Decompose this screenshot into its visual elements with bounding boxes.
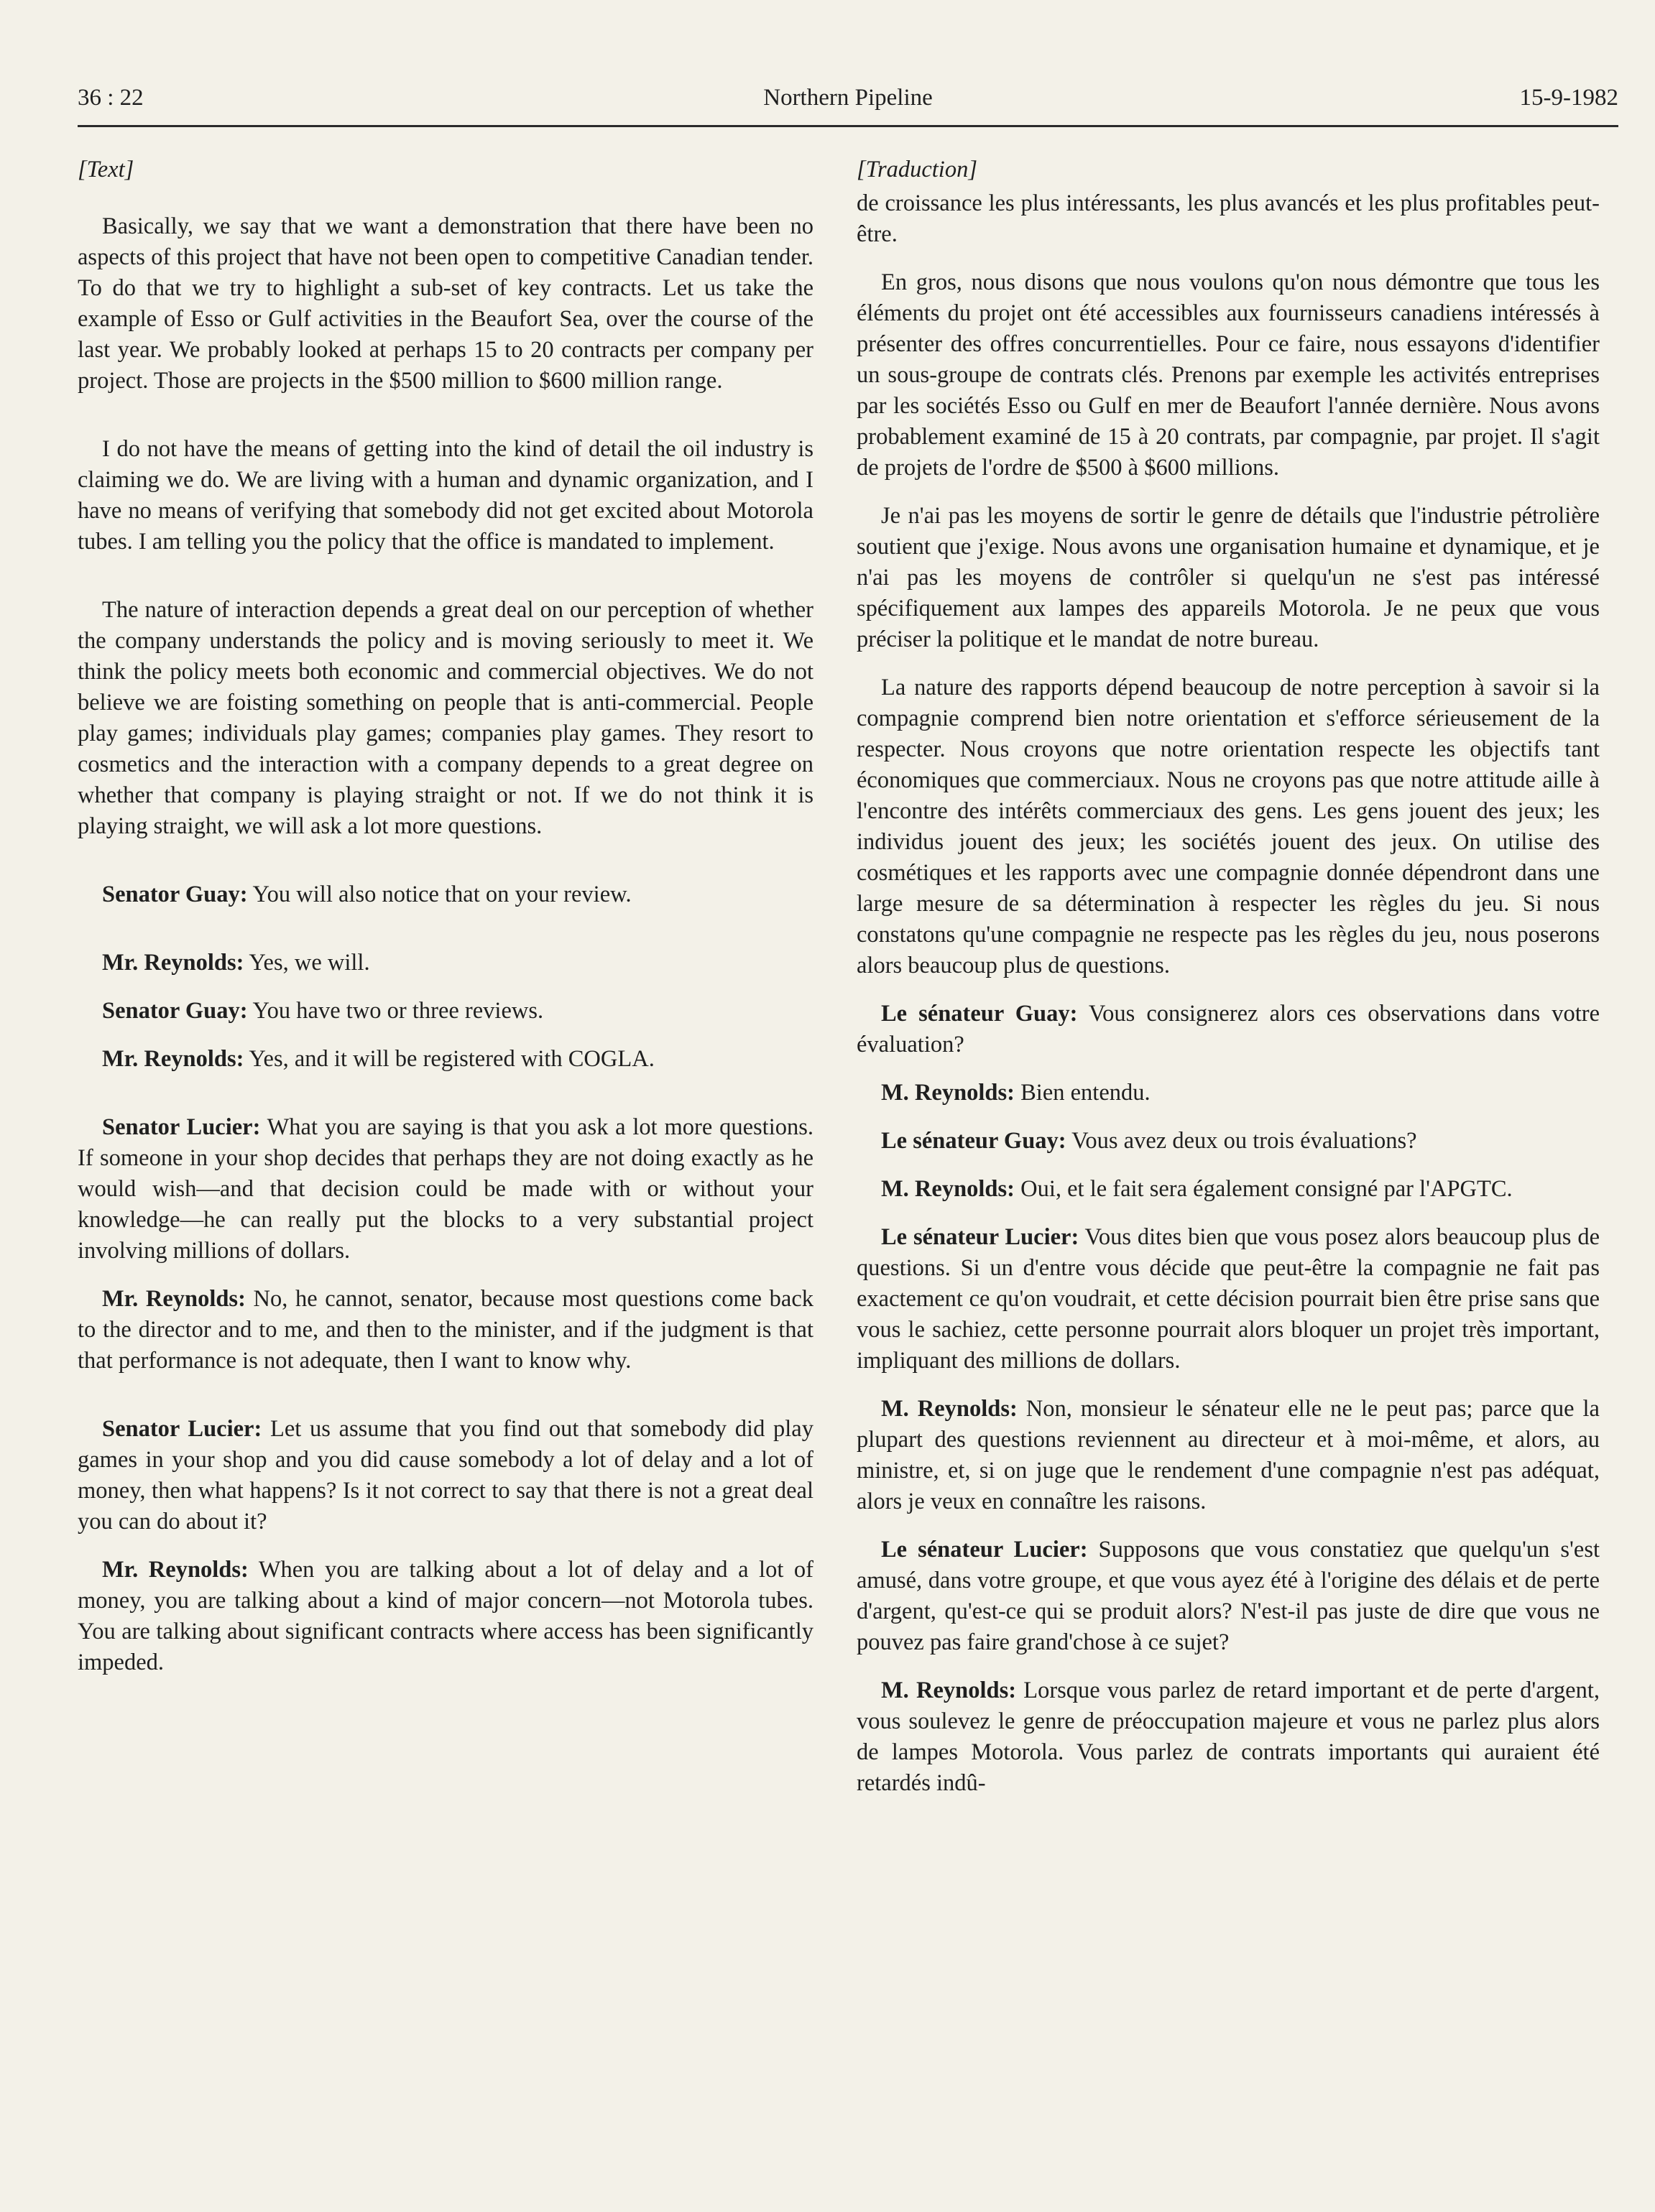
french-label-close: ] [968,157,977,182]
speaker-paragraph: Le sénateur Lucier: Vous dites bien que vous posez alors beaucoup plus de questions. Si un d'entre vous décide que peut-être la compagnie ne fait pas exactement ce qu'on voudrait, et cette décision pourrait bien être prise sans que vous le sachiez, cette personne pourrait alors bloquer un projet très important, impliquant des millions de dollars. [857,1224,1600,1374]
paragraph: La nature des rapports dépend beaucoup de notre perception à savoir si la compagnie comprend bien notre orientation et s'efforce sérieusement de la respecter. Nous croyons que notre orientation respecte les objectifs tant économiques que commerciaux. Nous ne croyons pas que notre attitude aille à l'encontre des intérêts commerciaux des gens. Les gens jouent des jeux; les individus jouent des jeux; les sociétés jouent des jeux. On utilise des cosmétiques et les rapports avec une compagnie donnée dépendront dans une large mesure de sa détermination à respecter les règles du jeu. Si nous constatons qu'une compagnie ne respecte pas les règles du jeu, nous poserons alors beaucoup plus de questions. [857,675,1600,978]
speaker-name: M. Reynolds: [881,1176,1015,1202]
french-column [857,154,1600,1816]
paragraph: The nature of interaction depends a great deal on our perception of whether the company understands the policy and is moving seriously to meet it. We think the policy meets both economic and commercial objectives. We do not believe we are foisting something on people that is anti-commercial. People play games; individuals play games; companies play games. They resort to cosmetics and the interaction with a company depends to a great degree on whether that company is playing straight or not. If we do not think it is playing straight, we will ask a lot more questions. [78,597,813,839]
paragraph: Basically, we say that we want a demonstration that there have been no aspects of this project that have not been open to competitive Canadian tender. To do that we try to highlight a sub-set of key contracts. Let us take the example of Esso or Gulf activities in the Beaufort Sea, over the course of the last year. We probably looked at perhaps 15 to 20 contracts per company per project. Those are projects in the $500 million to $600 million range. [78,213,813,394]
speaker-name: Mr. Reynolds: [102,1557,249,1583]
speaker-name: M. Reynolds: [881,1677,1017,1703]
paragraph: En gros, nous disons que nous voulons qu'on nous démontre que tous les éléments du projet ont été accessibles aux fournisseurs canadiens intéressés à présenter des offres concurrentielles. Pour ce faire, nous essayons d'identifier un sous-groupe de contrats clés. Prenons par exemple les activités entreprises par les sociétés Esso ou Gulf en mer de Beaufort l'année dernière. Nous avons probablement examiné de 15 à 20 contrats, par compagnie, par projet. Il s'agit de projets de l'ordre de $500 à $600 millions. [857,269,1600,481]
speaker-paragraph: Mr. Reynolds: When you are talking about a lot of delay and a lot of money, you are talking about a kind of major concern—not Motorola tubes. You are talking about significant contracts where access has been significantly impeded. [78,1557,813,1675]
continuation-paragraph: de croissance les plus intéressants, les plus avancés et les plus profitables peut-être. [857,190,1600,247]
speaker-name: Mr. Reynolds: [102,1046,244,1072]
speaker-paragraph: Mr. Reynolds: No, he cannot, senator, because most questions come back to the director and to me, and then to the minister, and if the judgment is that that performance is not adequate, then I want to know why. [78,1286,813,1374]
speaker-paragraph: Le sénateur Guay: Vous avez deux ou trois évaluations? [881,1128,1417,1154]
speaker-name: Le sénateur Lucier: [881,1537,1088,1563]
english-label [78,154,813,185]
speaker-paragraph: Senator Lucier: Let us assume that you find out that somebody did play games in your shop and you did cause somebody a lot of delay and a lot of money, then what happens? Is it not correct to say that there is not a great deal you can do about it? [78,1416,813,1535]
speaker-name: Le sénateur Guay: [881,1128,1066,1154]
french-label-open: [ [857,157,866,182]
speaker-paragraph: M. Reynolds: Oui, et le fait sera également consigné par l'APGTC. [881,1176,1513,1202]
paragraph: I do not have the means of getting into the kind of detail the oil industry is claiming we do. We are living with a human and dynamic organization, and I have no means of verifying that somebody did not get excited about Motorola tubes. I am telling you the policy that the office is mandated to implement. [78,436,813,555]
speaker-paragraph: Le sénateur Guay: Vous consignerez alors ces observations dans votre évaluation? [857,1001,1600,1058]
speaker-name: Mr. Reynolds: [102,950,244,976]
speaker-paragraph: M. Reynolds: Lorsque vous parlez de retard important et de perte d'argent, vous soulevez le genre de préoccupation majeure et vous ne parlez plus alors de lampes Motorola. Vous parlez de contrats importants qui auraient été retardés indû- [857,1677,1600,1796]
english-label-close: ] [124,157,134,182]
speaker-name: Senator Lucier: [102,1416,262,1442]
speaker-name: Le sénateur Guay: [881,1001,1078,1027]
speaker-paragraph: Mr. Reynolds: Yes, we will. [102,950,370,976]
paragraph: Je n'ai pas les moyens de sortir le genre de détails que l'industrie pétrolière soutient que j'exige. Nous avons une organisation humaine et dynamique, et je n'ai pas les moyens de contrôler si quelqu'un ne s'est pas intéressé spécifiquement aux lampes des appareils Motorola. Je ne peux que vous préciser la politique et le mandat de notre bureau. [857,503,1600,652]
speaker-name: Senator Guay: [102,881,248,907]
speaker-name: M. Reynolds: [881,1080,1015,1106]
speaker-paragraph: Senator Guay: You will also notice that on your review. [102,881,632,907]
running-header [78,85,1618,127]
english-label-word: Text [86,157,125,182]
speaker-name: Le sénateur Lucier: [881,1224,1079,1250]
speaker-paragraph: M. Reynolds: Non, monsieur le sénateur elle ne le peut pas; parce que la plupart des questions reviennent au directeur et à moi-même, et alors, au ministre, et, si on juge que le rendement d'une compagnie n'est pas adéquat, alors je veux en connaître les raisons. [857,1396,1600,1514]
english-column [78,154,813,1695]
french-label-word: Traduction [865,157,969,182]
speaker-paragraph: Le sénateur Lucier: Supposons que vous constatiez que quelqu'un s'est amusé, dans votre groupe, et que vous ayez été à l'origine des délais et de perte d'argent, qu'est-ce qui se produit alors? N'est-il pas juste de dire que vous ne pouvez pas faire grand'chose à ce sujet? [857,1537,1600,1655]
speaker-paragraph: Mr. Reynolds: Yes, and it will be registered with COGLA. [102,1046,655,1072]
publication-title: Northern Pipeline [763,85,933,111]
speaker-name: M. Reynolds: [881,1396,1018,1422]
speaker-name: Senator Guay: [102,998,248,1024]
speaker-paragraph: M. Reynolds: Bien entendu. [881,1080,1151,1106]
speaker-paragraph: Senator Lucier: What you are saying is that you ask a lot more questions. If someone in your shop decides that perhaps they are not doing exactly as he would wish—and that decision could be made with or without your knowledge—he can really put the blocks to a very substantial project involving millions of dollars. [78,1114,813,1264]
page-number: 36 : 22 [78,85,144,111]
header-date: 15-9-1982 [1519,85,1618,111]
french-label [857,154,1600,185]
english-label-open: [ [78,157,87,182]
speaker-name: Senator Lucier: [102,1114,261,1140]
speaker-name: Mr. Reynolds: [102,1286,246,1312]
speaker-paragraph: Senator Guay: You have two or three reviews. [102,998,544,1024]
